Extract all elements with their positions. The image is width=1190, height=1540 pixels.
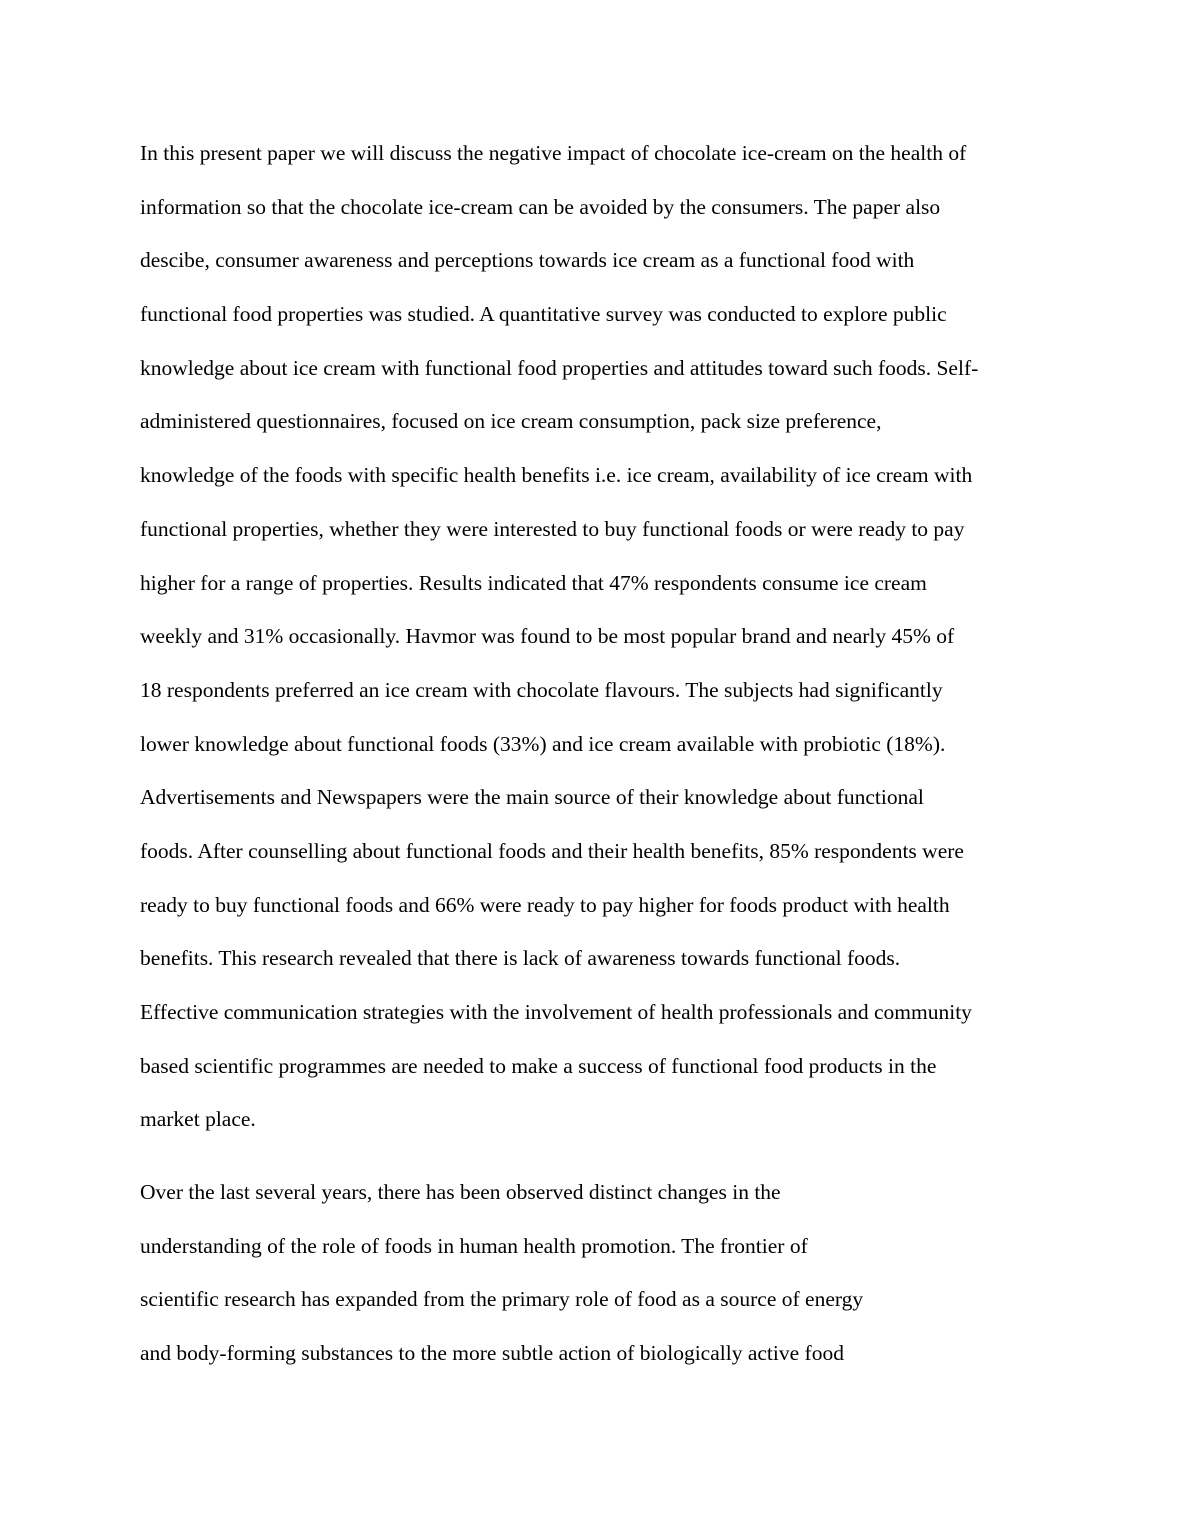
text-line: knowledge about ice cream with functional food properties and attitudes toward such foods. Self- [140, 355, 979, 380]
text-line: market place. [140, 1107, 256, 1132]
text-line: weekly and 31% occasionally. Havmor was found to be most popular brand and nearly 45% of [140, 624, 955, 649]
paragraph-introduction [140, 1166, 1100, 1381]
text-line: benefits. This research revealed that there is lack of awareness towards functional foods. [140, 946, 901, 971]
text-line: ready to buy functional foods and 66% were ready to pay higher for foods product with health [140, 892, 950, 917]
text-line: knowledge of the foods with specific health benefits i.e. ice cream, availability of ice cream with [140, 463, 973, 488]
text-line: scientific research has expanded from the primary role of food as a source of energy [140, 1287, 864, 1312]
text-line: higher for a range of properties. Results indicated that 47% respondents consume ice cream [140, 570, 927, 595]
paragraph-abstract [140, 127, 1100, 1147]
text-line: In this present paper we will discuss the negative impact of chocolate ice-cream on the health of [140, 141, 967, 165]
text-line: Over the last several years, there has been observed distinct changes in the [140, 1180, 781, 1204]
text-line: information so that the chocolate ice-cream can be avoided by the consumers. The paper also [140, 194, 941, 219]
text-line: understanding of the role of foods in human health promotion. The frontier of [140, 1233, 808, 1258]
text-line: 18 respondents preferred an ice cream with chocolate flavours. The subjects had significantly [140, 677, 943, 702]
text-line: based scientific programmes are needed to make a success of functional food products in the [140, 1053, 937, 1078]
text-line: administered questionnaires, focused on ice cream consumption, pack size preference, [140, 409, 882, 434]
text-line: foods. After counselling about functional foods and their health benefits, 85% respondents were [140, 838, 964, 863]
text-line: descibe, consumer awareness and perceptions towards ice cream as a functional food with [140, 248, 915, 273]
text-line: Advertisements and Newspapers were the main source of their knowledge about functional [140, 785, 924, 810]
text-line: and body-forming substances to the more subtle action of biologically active food [140, 1341, 844, 1366]
text-line: Effective communication strategies with the involvement of health professionals and community [140, 1000, 972, 1024]
text-line: functional properties, whether they were interested to buy functional foods or were ready to pay [140, 516, 965, 541]
text-line: lower knowledge about functional foods (33%) and ice cream available with probiotic (18%). [140, 731, 946, 756]
text-line: functional food properties was studied. A quantitative survey was conducted to explore public [140, 302, 947, 327]
